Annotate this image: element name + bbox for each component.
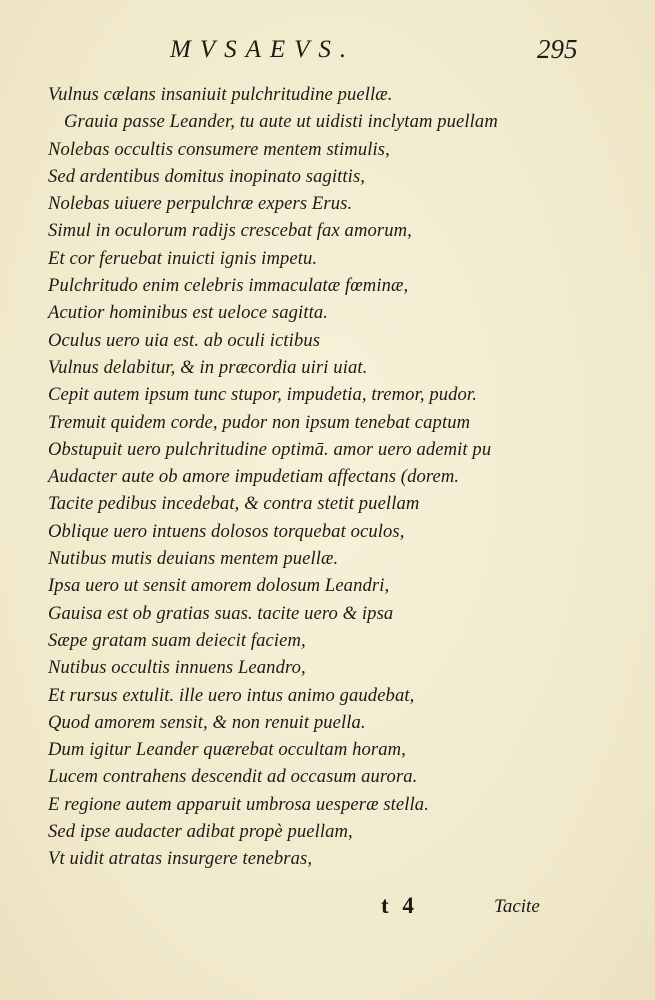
verse-line: Et cor feruebat inuicti ignis impetu. [48, 247, 318, 269]
verse-line: Nutibus occultis innuens Leandro, [48, 657, 306, 679]
verse-line: Sæpe gratam suam deiecit faciem, [48, 629, 306, 651]
verse-line: Nolebas occultis consumere mentem stimulis, [48, 138, 390, 160]
verse-line: Cepit autem ipsum tunc stupor, impudetia, tremor, pudor. [48, 384, 477, 406]
verse-line: Tacite pedibus incedebat, & contra stetit puellam [48, 493, 420, 515]
verse-line: Oculus uero uia est. ab oculi ictibus [48, 329, 321, 351]
verse-line: Tremuit quidem corde, pudor non ipsum tenebat captum [48, 411, 471, 433]
verse-line: Acutior hominibus est ueloce sagitta. [48, 302, 328, 324]
page-number: 295 [537, 34, 578, 64]
verse-line: Vt uidit atratas insurgere tenebras, [48, 848, 313, 870]
verse-line: Gauisa est ob gratias suas. tacite uero & ipsa [48, 602, 394, 624]
page-header [0, 34, 655, 68]
verse-line: Audacter aute ob amore impudetiam affectans (dorem. [48, 466, 460, 488]
verse-line: Sed ardentibus domitus inopinato sagittis, [48, 165, 366, 187]
signature-mark: t 4 [381, 893, 418, 918]
verse-line: Vulnus delabitur, & in præcordia uiri uiat. [48, 356, 368, 378]
verse-line: Simul in oculorum radijs crescebat fax amorum, [48, 220, 412, 242]
page-footer [0, 893, 655, 923]
verse-line: Nutibus mutis deuians mentem puellæ. [48, 548, 339, 570]
catchword: Tacite [494, 896, 540, 917]
running-title: MVSAEVS. [170, 36, 356, 63]
verse-line: Pulchritudo enim celebris immaculatæ fœminæ, [48, 275, 409, 297]
verse-line: Lucem contrahens descendit ad occasum aurora. [48, 766, 418, 788]
verse-line: Obstupuit uero pulchritudine optimā. amor uero ademit pu [48, 438, 492, 460]
verse-line: E regione autem apparuit umbrosa uesperæ stella. [48, 793, 429, 815]
verse-text-block [48, 81, 608, 873]
verse-line: Grauia passe Leander, tu aute ut uidisti inclytam puellam [64, 111, 498, 133]
verse-line: Ipsa uero ut sensit amorem dolosum Leandri, [48, 575, 390, 597]
verse-line: Nolebas uiuere perpulchræ expers Erus. [48, 193, 353, 215]
verse-line: Dum igitur Leander quærebat occultam horam, [48, 739, 406, 761]
verse-line: Et rursus extulit. ille uero intus animo gaudebat, [48, 684, 415, 706]
verse-line: Quod amorem sensit, & non renuit puella. [48, 711, 366, 733]
verse-line: Sed ipse audacter adibat propè puellam, [48, 821, 353, 843]
verse-line: Vulnus cælans insaniuit pulchritudine puellæ. [48, 84, 393, 105]
verse-line: Oblique uero intuens dolosos torquebat oculos, [48, 520, 405, 542]
